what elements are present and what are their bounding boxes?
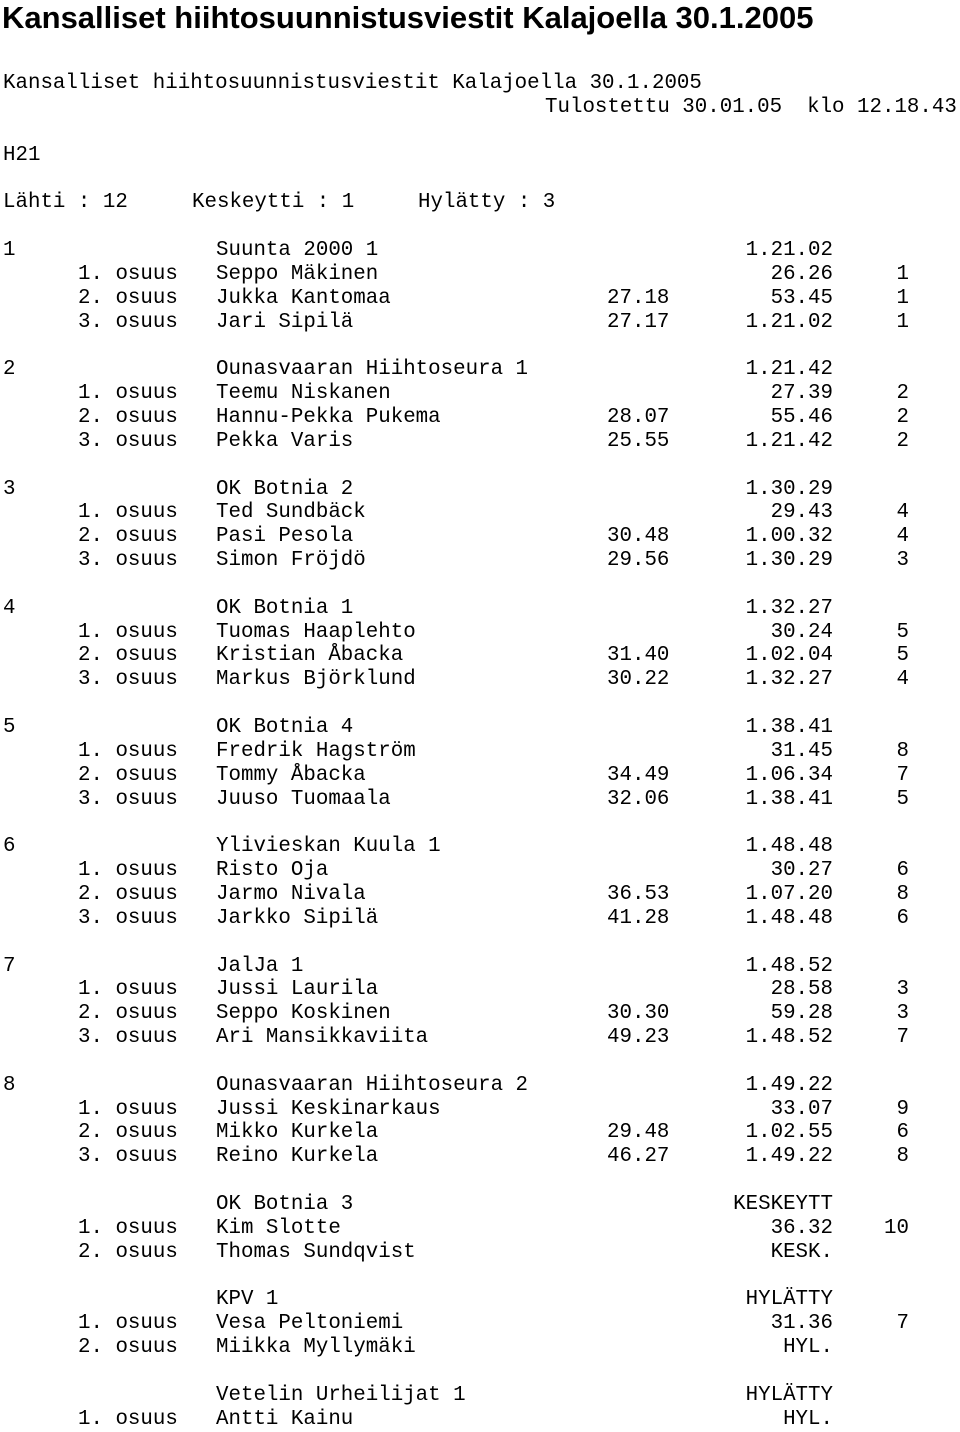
team-total-time: 1.21.02 <box>745 239 833 262</box>
leg-position: 2 <box>896 406 909 429</box>
leg-label: 1. osuus <box>78 1217 178 1240</box>
leg-split-time: 28.07 <box>607 406 670 429</box>
leg-label: 1. osuus <box>78 978 178 1001</box>
leg-split-time: 36.53 <box>607 883 670 906</box>
leg-label: 1. osuus <box>78 1408 178 1431</box>
team-total-time: KESKEYTT <box>733 1193 833 1216</box>
leg-cumulative-time: 1.06.34 <box>745 764 833 787</box>
leg-position: 2 <box>896 382 909 405</box>
leg-cumulative-time: 31.45 <box>770 740 833 763</box>
leg-cumulative-time: 36.32 <box>770 1217 833 1240</box>
leg-label: 2. osuus <box>78 406 178 429</box>
runner-name: Jari Sipilä <box>216 311 354 334</box>
team-total-time: HYLÄTTY <box>745 1384 833 1407</box>
runner-name: Tuomas Haaplehto <box>216 621 416 644</box>
runner-name: Seppo Koskinen <box>216 1002 391 1025</box>
runner-name: Miikka Myllymäki <box>216 1336 416 1359</box>
leg-label: 3. osuus <box>78 311 178 334</box>
team-name: Ounasvaaran Hiihtoseura 1 <box>216 358 529 381</box>
leg-label: 3. osuus <box>78 1026 178 1049</box>
runner-name: Ari Mansikkaviita <box>216 1026 429 1049</box>
leg-position: 6 <box>896 1121 909 1144</box>
leg-position: 9 <box>896 1098 909 1121</box>
leg-position: 5 <box>896 621 909 644</box>
runner-name: Vesa Peltoniemi <box>216 1312 404 1335</box>
team-name: OK Botnia 3 <box>216 1193 354 1216</box>
team-name: KPV 1 <box>216 1288 279 1311</box>
page-title: Kansalliset hiihtosuunnistusviestit Kalajoella 30.1.2005 <box>2 0 814 35</box>
header-title: Kansalliset hiihtosuunnistusviestit Kalajoella 30.1.2005 <box>3 72 702 95</box>
team-total-time: 1.30.29 <box>745 478 833 501</box>
leg-position: 8 <box>896 1145 909 1168</box>
runner-name: Risto Oja <box>216 859 329 882</box>
team-rank: 4 <box>3 597 16 620</box>
leg-cumulative-time: 30.24 <box>770 621 833 644</box>
leg-position: 5 <box>896 644 909 667</box>
leg-label: 1. osuus <box>78 621 178 644</box>
team-rank: 3 <box>3 478 16 501</box>
leg-split-time: 49.23 <box>607 1026 670 1049</box>
team-name: JalJa 1 <box>216 955 304 978</box>
team-total-time: 1.21.42 <box>745 358 833 381</box>
leg-label: 2. osuus <box>78 287 178 310</box>
leg-split-time: 32.06 <box>607 788 670 811</box>
leg-position: 8 <box>896 740 909 763</box>
leg-position: 6 <box>896 907 909 930</box>
team-rank: 8 <box>3 1074 16 1097</box>
leg-cumulative-time: KESK. <box>770 1241 833 1264</box>
leg-position: 4 <box>896 668 909 691</box>
leg-label: 2. osuus <box>78 1241 178 1264</box>
leg-label: 3. osuus <box>78 788 178 811</box>
leg-label: 3. osuus <box>78 668 178 691</box>
print-timestamp: Tulostettu 30.01.05 klo 12.18.43 <box>545 96 957 119</box>
leg-cumulative-time: 1.30.29 <box>745 549 833 572</box>
runner-name: Fredrik Hagström <box>216 740 416 763</box>
runner-name: Thomas Sundqvist <box>216 1241 416 1264</box>
leg-position: 4 <box>896 501 909 524</box>
leg-cumulative-time: 1.21.42 <box>745 430 833 453</box>
runner-name: Juuso Tuomaala <box>216 788 391 811</box>
leg-position: 1 <box>896 311 909 334</box>
leg-label: 2. osuus <box>78 525 178 548</box>
leg-split-time: 27.18 <box>607 287 670 310</box>
leg-label: 1. osuus <box>78 1098 178 1121</box>
leg-label: 3. osuus <box>78 1145 178 1168</box>
leg-position: 2 <box>896 430 909 453</box>
runner-name: Markus Björklund <box>216 668 416 691</box>
leg-split-time: 29.48 <box>607 1121 670 1144</box>
runner-name: Mikko Kurkela <box>216 1121 379 1144</box>
team-total-time: 1.32.27 <box>745 597 833 620</box>
leg-split-time: 29.56 <box>607 549 670 572</box>
leg-position: 3 <box>896 978 909 1001</box>
runner-name: Jussi Laurila <box>216 978 379 1001</box>
leg-position: 4 <box>896 525 909 548</box>
stat-dq: Hylätty : 3 <box>418 191 556 214</box>
runner-name: Jussi Keskinarkaus <box>216 1098 441 1121</box>
leg-split-time: 41.28 <box>607 907 670 930</box>
team-name: OK Botnia 4 <box>216 716 354 739</box>
team-name: Ylivieskan Kuula 1 <box>216 835 441 858</box>
leg-cumulative-time: HYL. <box>783 1336 833 1359</box>
leg-label: 3. osuus <box>78 549 178 572</box>
leg-cumulative-time: 27.39 <box>770 382 833 405</box>
runner-name: Teemu Niskanen <box>216 382 391 405</box>
team-rank: 5 <box>3 716 16 739</box>
leg-position: 8 <box>896 883 909 906</box>
leg-cumulative-time: 1.02.55 <box>745 1121 833 1144</box>
leg-label: 1. osuus <box>78 1312 178 1335</box>
leg-split-time: 30.48 <box>607 525 670 548</box>
stat-started: Lähti : 12 <box>3 191 128 214</box>
leg-cumulative-time: 1.48.52 <box>745 1026 833 1049</box>
team-total-time: 1.38.41 <box>745 716 833 739</box>
team-rank: 7 <box>3 955 16 978</box>
leg-position: 3 <box>896 1002 909 1025</box>
leg-split-time: 27.17 <box>607 311 670 334</box>
leg-cumulative-time: 26.26 <box>770 263 833 286</box>
leg-split-time: 30.22 <box>607 668 670 691</box>
team-name: Suunta 2000 1 <box>216 239 379 262</box>
team-total-time: 1.49.22 <box>745 1074 833 1097</box>
leg-cumulative-time: 59.28 <box>770 1002 833 1025</box>
leg-position: 6 <box>896 859 909 882</box>
runner-name: Ted Sundbäck <box>216 501 366 524</box>
team-name: Vetelin Urheilijat 1 <box>216 1384 466 1407</box>
leg-label: 1. osuus <box>78 501 178 524</box>
leg-position: 1 <box>896 287 909 310</box>
team-rank: 6 <box>3 835 16 858</box>
runner-name: Pekka Varis <box>216 430 354 453</box>
class-name: H21 <box>3 144 41 167</box>
team-total-time: 1.48.48 <box>745 835 833 858</box>
leg-position: 10 <box>884 1217 909 1240</box>
team-name: OK Botnia 2 <box>216 478 354 501</box>
leg-cumulative-time: 33.07 <box>770 1098 833 1121</box>
team-total-time: HYLÄTTY <box>745 1288 833 1311</box>
leg-cumulative-time: HYL. <box>783 1408 833 1431</box>
runner-name: Kristian Åbacka <box>216 644 404 667</box>
leg-cumulative-time: 55.46 <box>770 406 833 429</box>
leg-cumulative-time: 31.36 <box>770 1312 833 1335</box>
leg-label: 2. osuus <box>78 883 178 906</box>
leg-cumulative-time: 28.58 <box>770 978 833 1001</box>
team-total-time: 1.48.52 <box>745 955 833 978</box>
leg-position: 1 <box>896 263 909 286</box>
leg-label: 2. osuus <box>78 1336 178 1359</box>
leg-cumulative-time: 53.45 <box>770 287 833 310</box>
runner-name: Jukka Kantomaa <box>216 287 391 310</box>
leg-position: 3 <box>896 549 909 572</box>
leg-cumulative-time: 1.48.48 <box>745 907 833 930</box>
leg-cumulative-time: 1.00.32 <box>745 525 833 548</box>
leg-label: 3. osuus <box>78 430 178 453</box>
leg-cumulative-time: 1.02.04 <box>745 644 833 667</box>
runner-name: Pasi Pesola <box>216 525 354 548</box>
runner-name: Hannu-Pekka Pukema <box>216 406 441 429</box>
leg-cumulative-time: 29.43 <box>770 501 833 524</box>
leg-cumulative-time: 1.38.41 <box>745 788 833 811</box>
runner-name: Reino Kurkela <box>216 1145 379 1168</box>
runner-name: Tommy Åbacka <box>216 764 366 787</box>
leg-label: 1. osuus <box>78 263 178 286</box>
runner-name: Antti Kainu <box>216 1408 354 1431</box>
leg-label: 1. osuus <box>78 859 178 882</box>
leg-label: 2. osuus <box>78 1121 178 1144</box>
leg-position: 7 <box>896 764 909 787</box>
leg-split-time: 34.49 <box>607 764 670 787</box>
leg-cumulative-time: 1.32.27 <box>745 668 833 691</box>
leg-split-time: 31.40 <box>607 644 670 667</box>
leg-split-time: 30.30 <box>607 1002 670 1025</box>
leg-cumulative-time: 30.27 <box>770 859 833 882</box>
leg-cumulative-time: 1.49.22 <box>745 1145 833 1168</box>
leg-position: 5 <box>896 788 909 811</box>
runner-name: Jarmo Nivala <box>216 883 366 906</box>
leg-position: 7 <box>896 1312 909 1335</box>
team-rank: 2 <box>3 358 16 381</box>
stat-dnf: Keskeytti : 1 <box>192 191 355 214</box>
leg-label: 3. osuus <box>78 907 178 930</box>
runner-name: Jarkko Sipilä <box>216 907 379 930</box>
leg-split-time: 25.55 <box>607 430 670 453</box>
leg-label: 2. osuus <box>78 764 178 787</box>
leg-label: 2. osuus <box>78 644 178 667</box>
leg-split-time: 46.27 <box>607 1145 670 1168</box>
team-name: Ounasvaaran Hiihtoseura 2 <box>216 1074 529 1097</box>
leg-label: 1. osuus <box>78 740 178 763</box>
leg-label: 2. osuus <box>78 1002 178 1025</box>
runner-name: Seppo Mäkinen <box>216 263 379 286</box>
runner-name: Simon Fröjdö <box>216 549 366 572</box>
runner-name: Kim Slotte <box>216 1217 341 1240</box>
team-rank: 1 <box>3 239 16 262</box>
leg-position: 7 <box>896 1026 909 1049</box>
leg-cumulative-time: 1.07.20 <box>745 883 833 906</box>
leg-cumulative-time: 1.21.02 <box>745 311 833 334</box>
team-name: OK Botnia 1 <box>216 597 354 620</box>
leg-label: 1. osuus <box>78 382 178 405</box>
